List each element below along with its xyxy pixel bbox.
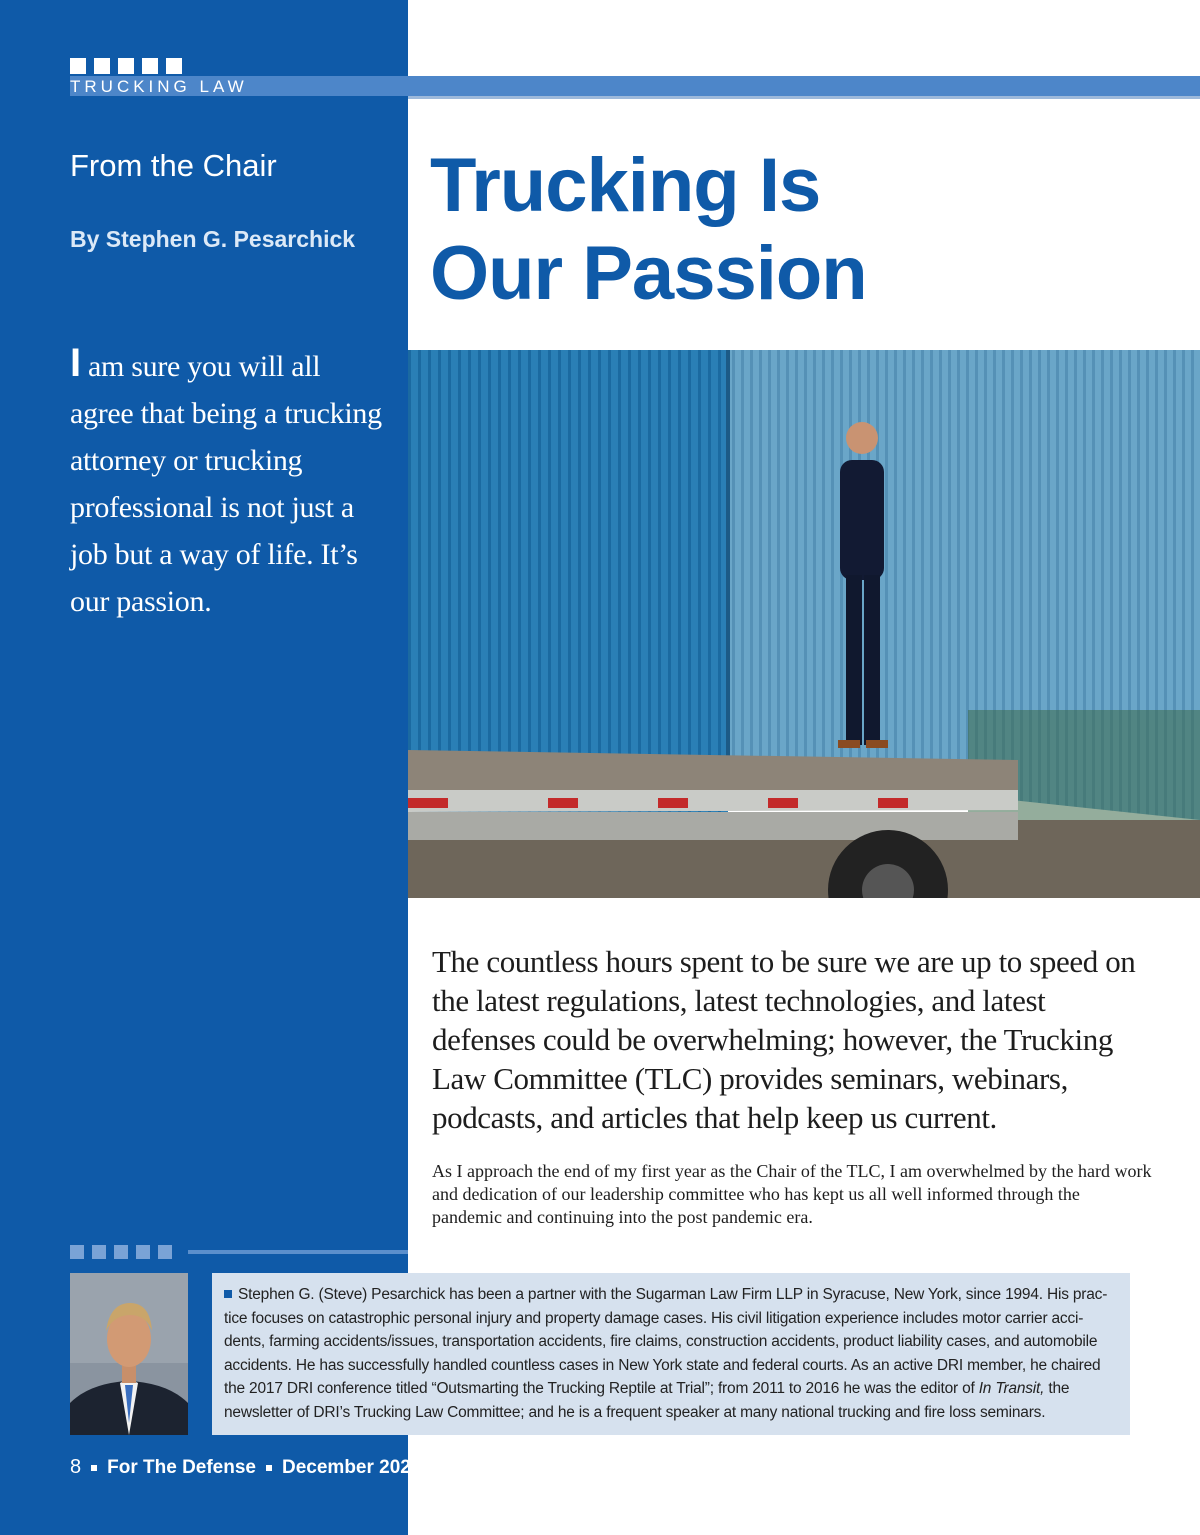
page-number: 8 [70,1456,82,1478]
issue-date: December 2021 [282,1456,422,1478]
page-footer [70,1456,421,1479]
pull-quote-text: am sure you will all agree that being a trucking attorney or trucking professional is not just a job but a way of life. It’s our passion. [70,350,382,618]
pull-quote [70,340,390,625]
lead-paragraph: The countless hours spent to be sure we are up to speed on the latest regulations, latest technologies, and latest defenses could be overwhelming; however, the Trucking Law Committee (TLC) provides seminars, webinars, podcasts, and articles that help keep us current. [432,944,1136,1135]
drop-cap: I [70,341,81,385]
title-line-1: Trucking Is [430,143,821,228]
bio-text-part2: the newsletter of DRI’s Trucking Law Committee; and he is a frequent speaker at many national trucking and fire loss seminars. [224,1380,1070,1421]
author-headshot [70,1273,188,1435]
man-on-flatbed-trailer-photo [408,350,1200,898]
body-paragraph: As I approach the end of my first year as the Chair of the TLC, I am overwhelmed by the hard work and dedication of our leadership committee who has kept us all well informed through the pandemic and continuing into the post pandemic era. [432,1161,1152,1227]
bio-bullet [224,1290,232,1298]
section-bar-right [408,76,1200,96]
article-title [430,142,867,318]
article-byline: By Stephen G. Pesarchick [70,226,356,252]
author-headshot-photo [70,1273,188,1435]
article-kicker: From the Chair [70,148,277,183]
title-line-2: Our Passion [430,231,867,316]
bio-rule [188,1250,408,1254]
hero-photo [408,350,1200,898]
section-rule [408,96,1200,99]
footer-separator [91,1465,97,1471]
section-label: TRUCKING LAW [70,77,248,96]
bio-publication-name: In Transit, [978,1380,1045,1397]
bio-text-part1: Stephen G. (Steve) Pesarchick has been a partner with the Sugarman Law Firm LLP in Syracuse, New York, since 1994. His prac- tice focuses on catastrophic personal injury and property damage cases. His civil litigation experience includes motor carrier acci- dents, farming accidents/issues, transportation accidents, fire claims, construction accidents, product liability cases, and automobile accidents. He has successfully handled countless cases in New York state and federal courts. As an active DRI member, he chaired the 2017 DRI conference titled “Outsmarting the Trucking Reptile at Trial”; from 2011 to 2016 he was the editor of [224,1286,1108,1397]
bio-marker-squares [70,1245,172,1259]
footer-separator [266,1465,272,1471]
author-bio [212,1273,1130,1435]
publication-name: For The Defense [107,1456,256,1478]
section-marker-squares [70,58,182,74]
